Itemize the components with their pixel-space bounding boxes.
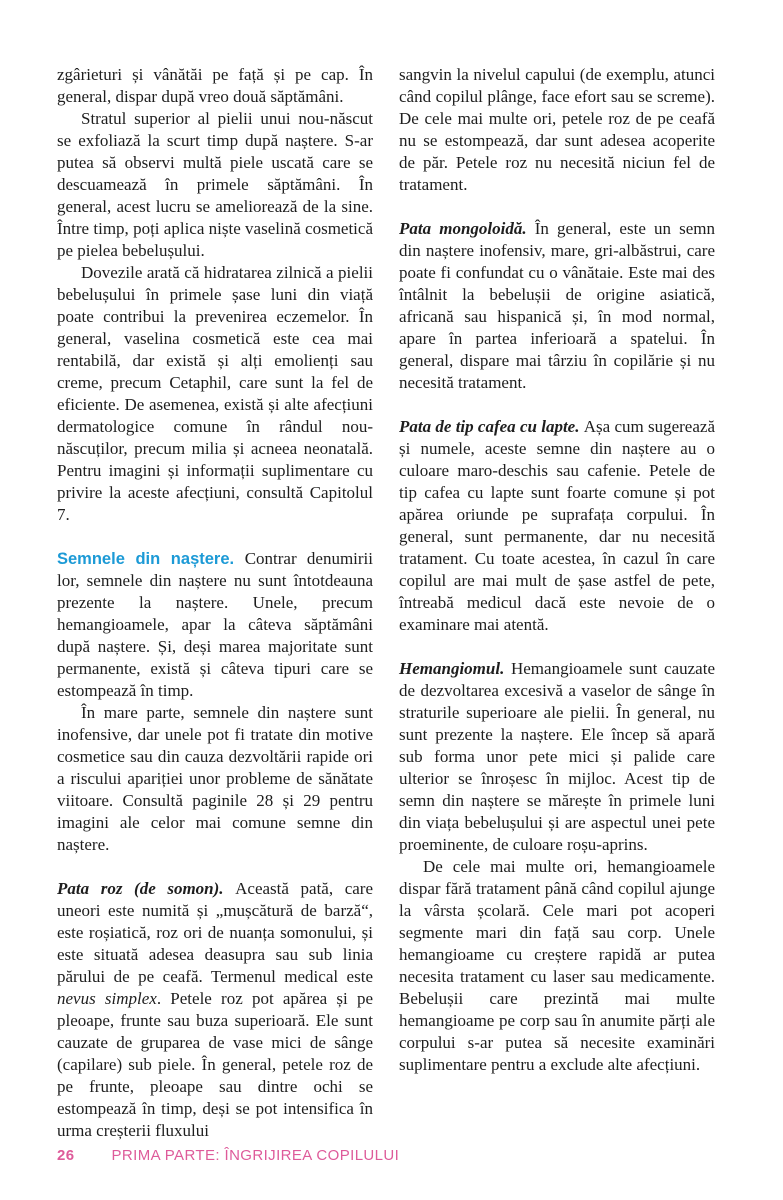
text-run: În general, este un semn din naștere inofensiv, mare, gri-albăstrui, care poate fi confundat cu o vânătaie. Este mai des întâlnit la bebelușii de origine asiatică, africană sau hispanică și, în mod normal, apare în partea inferioară a spatelui. În general, dispare mai târziu în copilărie și nu necesită tratament. [399, 219, 716, 392]
text-run: . Petele roz pot apărea și pe pleoape, frunte sau buza superioară. Ele sunt cauzate de gruparea de vase mici de sânge (capilare) sub piele. În general, petele roz de pe frunte, pleoape sau dintre ochi se estompează în timp, deși se pot intensifica în urma creșterii fluxului [57, 989, 373, 1140]
text-run: Această pată, care uneori este numită și „mușcătură de barză“, este roșiatică, roz ori de nuanța somonului, și este situată adesea deasupra sau sub linia părului de pe ceafă. Termenul medical este [57, 879, 373, 986]
text-run: Contrar denumirii lor, semnele din naștere nu sunt întotdeauna prezente la naștere. Unele, precum hemangioamele, apar la câteva săptămâni după naștere. Și, deși marea majoritate sunt permanente, există și câteva tipuri care se estompează în timp. [57, 549, 373, 700]
paragraph [57, 878, 373, 1142]
paragraph [57, 262, 373, 526]
run-heading: Semnele din naștere. [57, 550, 245, 568]
text-columns [57, 64, 715, 1142]
right-column [399, 64, 715, 1142]
page-number: 26 [57, 1147, 75, 1164]
footer-section-title: PRIMA PARTE: ÎNGRIJIREA COPILULUI [111, 1147, 400, 1164]
text-run: În mare parte, semnele din naștere sunt inofensive, dar unele pot fi tratate din motive cosmetice sau din cauza dezvoltării rapide ori a riscului apariției unor probleme de sănătate viitoare. Consultă paginile 28 și 29 pentru imagini ale celor mai comune semne din naștere. [57, 703, 373, 854]
page-footer [57, 1147, 715, 1164]
paragraph [57, 64, 373, 108]
text-run: De cele mai multe ori, hemangioamele dispar fără tratament până când copilul ajunge la vârsta școlară. Cele mari pot acoperi segmente mari din față sau corp. Unele hemangioame cu creștere rapidă ar putea necesita tratament cu laser sau medicamente. Bebelușii care prezintă mai multe hemangioame pe corp sau în anumite părți ale corpului s-ar putea să necesite examinări suplimentare pentru a exclude alte afecțiuni. [399, 857, 715, 1074]
paragraph [57, 548, 373, 702]
text-run: Hemangioamele sunt cauzate de dezvoltarea excesivă a vaselor de sânge în straturile superioare ale pielii. În general, nu sunt prezente la naștere. Ele încep să apară sub forma unor pete mici și palide care ulterior se înroșesc în mijloc. Acest tip de semn din naștere se mărește în primele luni din viața bebelușului și are aspectul unei pete proeminente, de culoare roșu-aprins. [399, 659, 715, 854]
paragraph [57, 702, 373, 856]
paragraph [399, 416, 715, 636]
text-run: sangvin la nivelul capului (de exemplu, atunci când copilul plânge, face efort sau se screme). De cele mai multe ori, petele roz de pe ceafă nu se estompează, dar sunt adesea acoperite de păr. Petele roz nu necesită niciun fel de tratament. [399, 65, 715, 194]
run-heading: Pata de tip cafea cu lapte. [399, 417, 584, 436]
text-run: Dovezile arată că hidratarea zilnică a pielii bebelușului în primele șase luni din viață poate contribui la prevenirea eczemelor. În general, vaselina cosmetică este cea mai rentabilă, dar există și alți emolienți sau creme, precum Cetaphil, care sunt la fel de eficiente. De asemenea, există și alte afecțiuni dermatologice comune în rândul nou-născuților, precum milia și acneea neonatală. Pentru imagini și informații suplimentare cu privire la aceste afecțiuni, consultă Capitolul 7. [57, 263, 373, 524]
paragraph [399, 218, 715, 394]
text-run: Stratul superior al pielii unui nou-născut se exfoliază la scurt timp după naștere. S-ar putea să observi multă piele uscată care se descuamează în primele săptămâni. În general, acest lucru se ameliorează de la sine. Între timp, poți aplica niște vaselină cosmetică pe pielea bebelușului. [57, 109, 373, 260]
paragraph [57, 108, 373, 262]
run-heading: Hemangiomul. [399, 659, 511, 678]
text-run: nevus simplex [57, 989, 157, 1008]
run-heading: Pata roz (de somon). [57, 879, 236, 898]
paragraph [399, 658, 715, 856]
run-heading: Pata mongoloidă. [399, 219, 535, 238]
text-run: Așa cum sugerează și numele, aceste semne din naștere au o culoare maro-deschis sau cafenie. Petele de tip cafea cu lapte sunt foarte comune și pot apărea oriunde pe suprafața corpului. În general, sunt permanente, dar nu necesită tratament. Cu toate acestea, în cazul în care copilul are mai mult de șase astfel de pete, întreabă medicul dacă este nevoie de o examinare mai atentă. [399, 417, 715, 634]
paragraph [399, 856, 715, 1076]
left-column [57, 64, 373, 1142]
paragraph [399, 64, 715, 196]
text-run: zgârieturi și vânătăi pe față și pe cap. În general, dispar după vreo două săptămâni. [57, 65, 373, 106]
